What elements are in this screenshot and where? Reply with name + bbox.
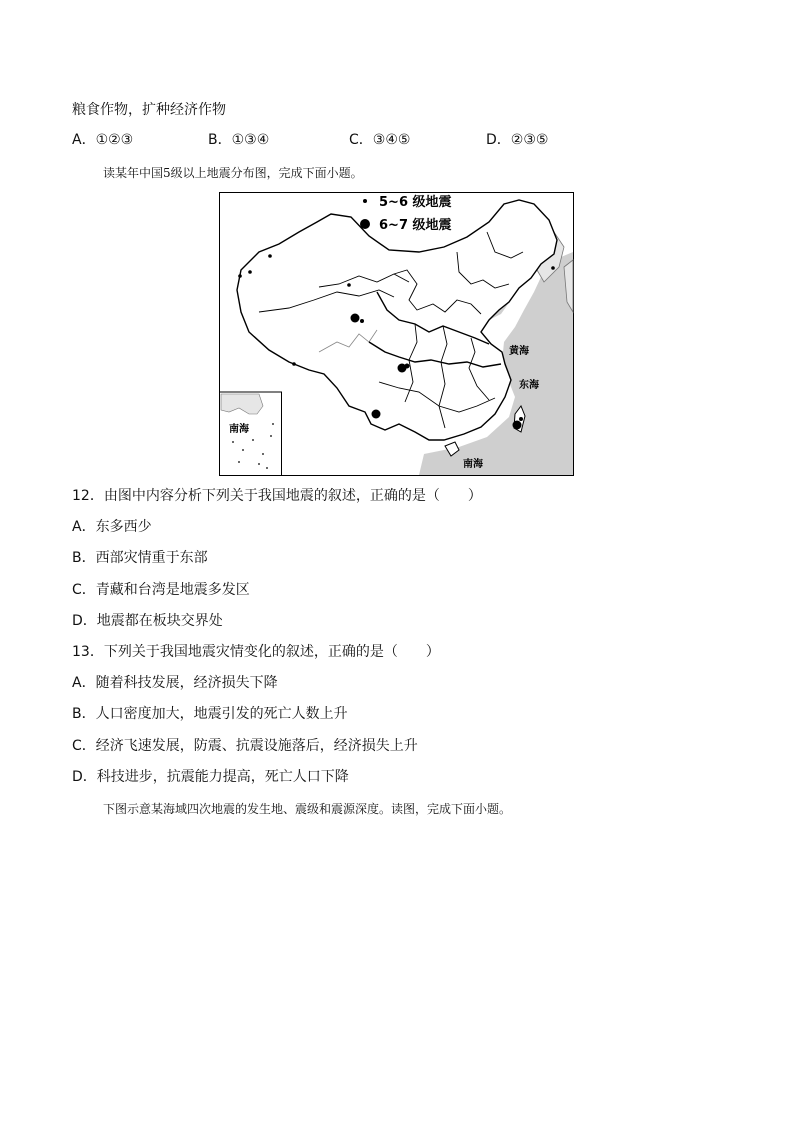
question-13-option-b[interactable]: B．人口密度加大，地震引发的死亡人数上升 — [72, 706, 348, 722]
legend-large-dot — [360, 219, 370, 229]
previous-question-options — [72, 130, 712, 150]
quake-small — [360, 319, 364, 323]
quake-small — [551, 266, 555, 270]
quake-small — [248, 270, 252, 274]
china-map-figure — [219, 192, 574, 476]
label-yellow-sea: 黄海 — [509, 346, 529, 357]
question-12-option-c[interactable]: C．青藏和台湾是地震多发区 — [72, 582, 250, 598]
question-12-option-b[interactable]: B．西部灾情重于东部 — [72, 550, 208, 566]
reading-instruction-1: 读某年中国5级以上地震分布图，完成下面小题。 — [103, 166, 363, 180]
quake-large — [351, 314, 360, 323]
quake-small — [238, 274, 242, 278]
quake-small — [519, 417, 523, 421]
legend-label-6-7: 6~7 级地震 — [379, 218, 452, 233]
previous-question-continuation: 粮食作物，扩种经济作物 — [72, 102, 226, 118]
quake-small — [405, 364, 410, 369]
reading-instruction-2: 下图示意某海域四次地震的发生地、震级和震源深度。读图，完成下面小题。 — [103, 802, 512, 816]
legend-small-dot — [363, 199, 367, 203]
label-south-sea: 南海 — [463, 459, 483, 470]
question-13-option-a[interactable]: A．随着科技发展，经济损失下降 — [72, 675, 278, 691]
option-b[interactable]: B．①③④ — [208, 132, 270, 148]
legend-label-5-6: 5~6 级地震 — [379, 195, 452, 210]
label-inset-south-sea: 南海 — [229, 424, 249, 435]
question-13-option-c[interactable]: C．经济飞速发展，防震、抗震设施落后，经济损失上升 — [72, 738, 418, 754]
quake-small — [347, 283, 351, 287]
quake-large — [513, 421, 522, 430]
earthquake-distribution-map — [219, 192, 574, 476]
option-c[interactable]: C．③④⑤ — [349, 132, 411, 148]
option-a[interactable]: A．①②③ — [72, 132, 134, 148]
question-13-stem: 13．下列关于我国地震灾情变化的叙述，正确的是（ ） — [72, 644, 440, 660]
option-d[interactable]: D．②③⑤ — [486, 132, 549, 148]
question-12-option-a[interactable]: A．东多西少 — [72, 519, 152, 535]
question-12-option-d[interactable]: D．地震都在板块交界处 — [72, 613, 223, 629]
label-east-sea: 东海 — [519, 380, 539, 391]
quake-large — [372, 410, 381, 419]
question-12-stem: 12．由图中内容分析下列关于我国地震的叙述，正确的是（ ） — [72, 488, 482, 504]
question-13-option-d[interactable]: D．科技进步，抗震能力提高，死亡人口下降 — [72, 769, 349, 785]
quake-small — [292, 362, 296, 366]
quake-small — [268, 254, 272, 258]
